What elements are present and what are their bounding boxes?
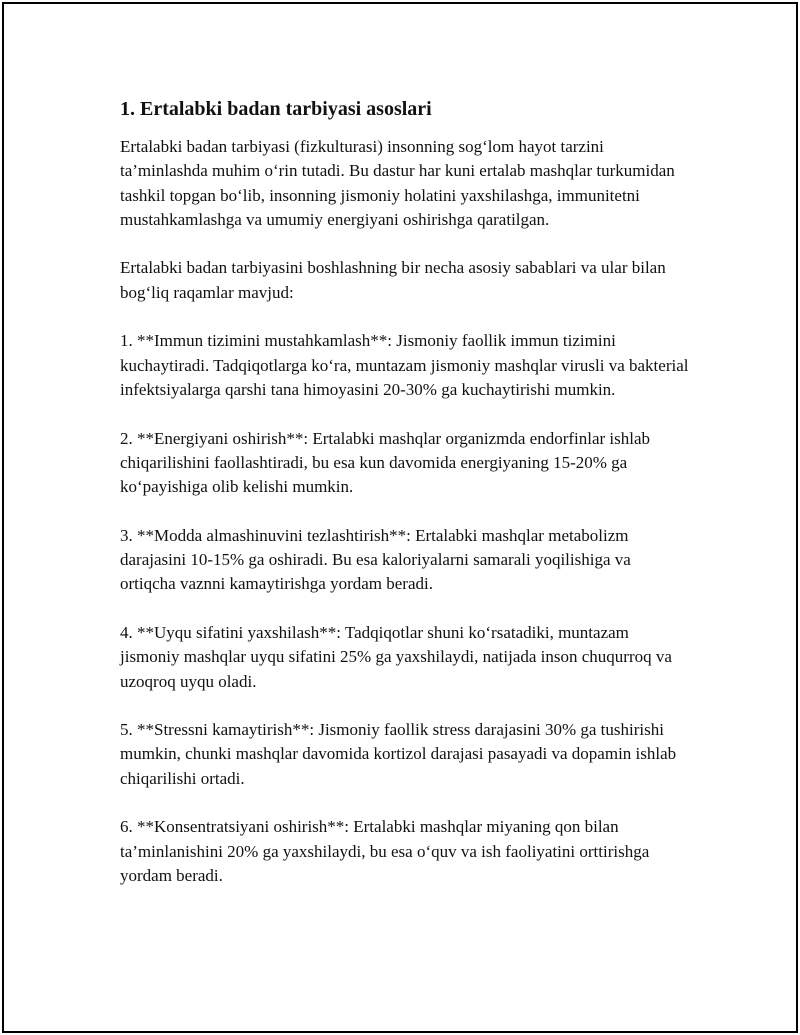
section-heading: 1. Ertalabki badan tarbiyasi asoslari (120, 98, 432, 120)
list-item-concentration: 6. **Konsentratsiyani oshirish**: Ertalabki mashqlar miyaning qon bilan ta’minlanishini 20% ga yaxshilaydi, bu esa o‘quv va ish faoliyatini orttirishga yordam beradi. (120, 817, 650, 885)
paragraph-reasons-intro: Ertalabki badan tarbiyasini boshlashning bir necha asosiy sabablari va ular bilan bog‘liq raqamlar mavjud: (120, 258, 666, 302)
document-body (120, 96, 690, 913)
list-item-immune: 1. **Immun tizimini mustahkamlash**: Jismoniy faollik immun tizimini kuchaytiradi. Tadqiqotlarga ko‘ra, muntazam jismoniy mashqlar virusli va bakterial infektsiyalarga qarshi tana himoyasini 20-30% ga kuchaytirishi mumkin. (120, 331, 689, 399)
paragraph-intro: Ertalabki badan tarbiyasi (fizkulturasi) insonning sog‘lom hayot tarzini ta’minlashda muhim o‘rin tutadi. Bu dastur har kuni ertalab mashqlar turkumidan tashkil topgan bo‘lib, insonning jismoniy holatini yaxshilashga, immunitetni mustahkamlashga va umumiy energiyani oshirishga qaratilgan. (120, 137, 675, 229)
list-item-stress: 5. **Stressni kamaytirish**: Jismoniy faollik stress darajasini 30% ga tushirishi mumkin, chunki mashqlar davomida kortizol darajasi pasayadi va dopamin ishlab chiqarilishi ortadi. (120, 720, 677, 788)
page-frame (2, 2, 798, 1033)
list-item-sleep: 4. **Uyqu sifatini yaxshilash**: Tadqiqotlar shuni ko‘rsatadiki, muntazam jismoniy mashqlar uyqu sifatini 25% ga yaxshilaydi, natijada inson chuqurroq va uzoqroq uyqu oladi. (120, 622, 672, 691)
list-item-metabolism: 3. **Modda almashinuvini tezlashtirish**: Ertalabki mashqlar metabolizm darajasini 10-15% ga oshiradi. Bu esa kaloriyalarni samarali yoqilishiga va ortiqcha vaznni kamaytirishga yordam beradi. (120, 525, 631, 594)
list-item-energy: 2. **Energiyani oshirish**: Ertalabki mashqlar organizmda endorfinlar ishlab chiqarilishini faollashtiradi, bu esa kun davomida energiyaning 15-20% ga ko‘payishiga olib kelishi mumkin. (120, 428, 651, 497)
